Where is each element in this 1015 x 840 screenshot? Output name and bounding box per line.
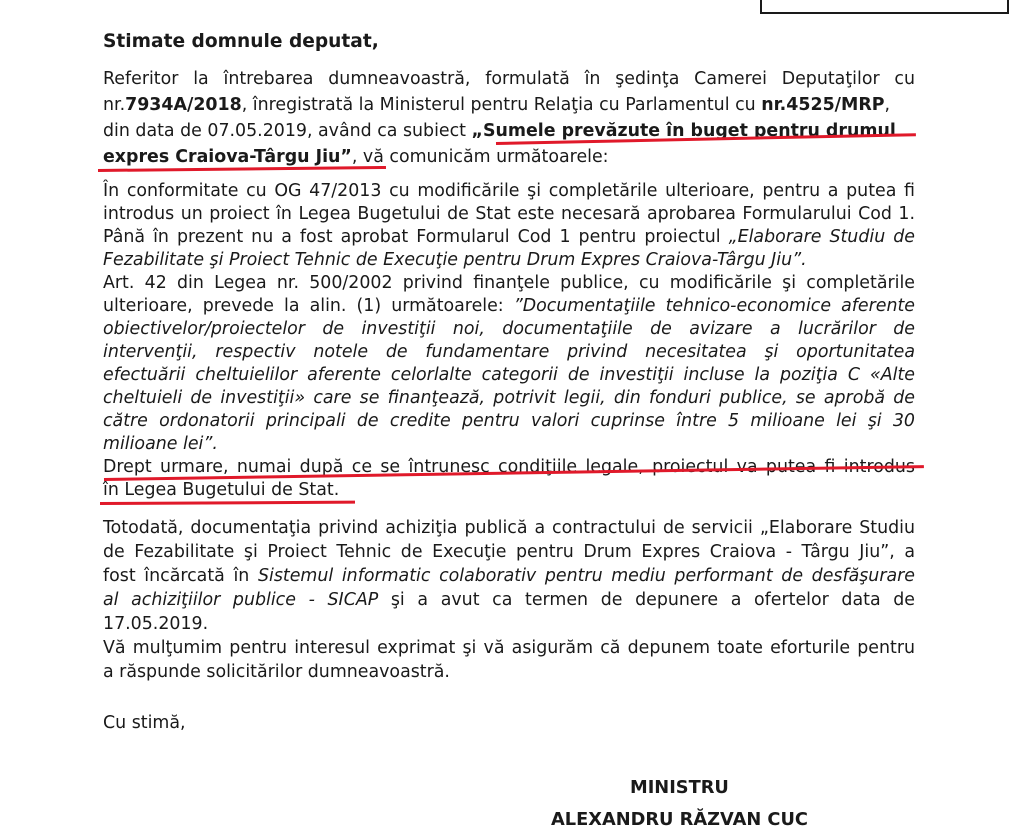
para2-line7: obiectivelor/proiectelor de investiţii noi, documentaţiile de avizare a lucrărilor de	[103, 319, 915, 339]
stamp-box-edge	[760, 0, 1009, 14]
para1-line2	[103, 94, 890, 116]
para2-line11: către ordonatorii principali de credite pentru valori cuprinse între 5 milioane lei şi 30	[103, 411, 915, 431]
ref-text: , înregistrată la Ministerul pentru Relaţia cu Parlamentul cu	[241, 95, 762, 115]
para1-line4	[103, 146, 609, 168]
para1-line1: Referitor la întrebarea dumneavoastră, formulată în şedinţa Camerei Deputaţilor cu	[103, 69, 915, 89]
para3-line6: Vă mulţumim pentru interesul exprimat şi vă asigurăm că depunem toate eforturile pentru	[103, 638, 915, 658]
para2-line5: Art. 42 din Legea nr. 500/2002 privind finanţele publice, cu modificările şi completările	[103, 273, 915, 293]
signature-name: ALEXANDRU RĂZVAN CUC	[551, 809, 808, 830]
subject-title-part2: expres Craiova-Târgu Jiu”	[103, 147, 352, 167]
subject-tail: , vă comunicăm următoarele:	[351, 147, 609, 167]
para2-line9: efectuării cheltuielilor aferente celorlalte categorii de investiţii incluse la poziţia C «Alte	[103, 365, 915, 385]
sicap-lead: fost încărcată în	[103, 566, 258, 586]
salutation: Stimate domnule deputat,	[103, 31, 379, 52]
signature-title: MINISTRU	[630, 777, 729, 798]
para2-line10: cheltuieli de investiţii» care se finanţează, potrivit legii, din fonduri publice, se aprobă de	[103, 388, 915, 408]
red-underline-conclusion-2	[100, 501, 355, 505]
ref-prefix: nr.	[103, 95, 126, 115]
article-lead: ulterioare, prevede la alin. (1) următoarele:	[103, 296, 514, 316]
project-lead: Până în prezent nu a fost aprobat Formularul Cod 1 pentru proiectul	[103, 227, 729, 247]
article-quote-start: ”Documentaţiile tehnico-economice aferente	[513, 296, 915, 316]
para3-line7: a răspunde solicitărilor dumneavoastră.	[103, 662, 450, 682]
para2-line2: introdus un proiect în Legea Bugetului de Stat este necesară aprobarea Formularului Cod 1.	[103, 204, 915, 224]
para2-line6	[103, 295, 915, 317]
para2-line1: În conformitate cu OG 47/2013 cu modificările şi completările ulterioare, pentru a putea fi	[103, 181, 915, 201]
question-number: 7934A/2018	[125, 95, 242, 115]
deadline-text: şi a avut ca termen de depunere a ofertelor data de	[378, 590, 915, 610]
sicap-name-part1: Sistemul informatic colaborativ pentru mediu performant de desfăşurare	[257, 566, 915, 586]
para2-line14: în Legea Bugetului de Stat.	[103, 480, 340, 500]
project-title-part1: „Elaborare Studiu de	[728, 227, 915, 247]
para2-line8: intervenţii, respectiv notele de fundamentare privind necesitatea şi oportunitatea	[103, 342, 915, 362]
para3-line1: Totodată, documentaţia privind achiziţia publică a contractului de servicii „Elaborare Studiu	[103, 518, 915, 538]
para2-line3	[103, 226, 915, 248]
mrp-number: nr.4525/MRP	[761, 95, 885, 115]
para2-line13: Drept urmare, numai după ce se întrunesc condiţiile legale, proiectul va putea fi introdus	[103, 457, 915, 477]
subject-lead: din data de 07.05.2019, având ca subiect	[103, 121, 472, 141]
para3-line5: 17.05.2019.	[103, 614, 209, 634]
para3-line3	[103, 565, 915, 587]
para2-line12: milioane lei”.	[103, 434, 218, 454]
para2-line4: Fezabilitate şi Proiect Tehnic de Execuţie pentru Drum Expres Craiova-Târgu Jiu”.	[103, 250, 807, 270]
sicap-name-part2: al achiziţiilor publice - SICAP	[103, 590, 379, 610]
para3-line2: de Fezabilitate şi Proiect Tehnic de Execuţie pentru Drum Expres Craiova - Târgu Jiu”, a	[103, 542, 915, 562]
closing: Cu stimă,	[103, 713, 186, 733]
para3-line4	[103, 589, 915, 611]
ref-comma: ,	[884, 95, 890, 115]
subject-title-part1: „Sumele prevăzute în buget pentru drumul	[471, 121, 896, 141]
